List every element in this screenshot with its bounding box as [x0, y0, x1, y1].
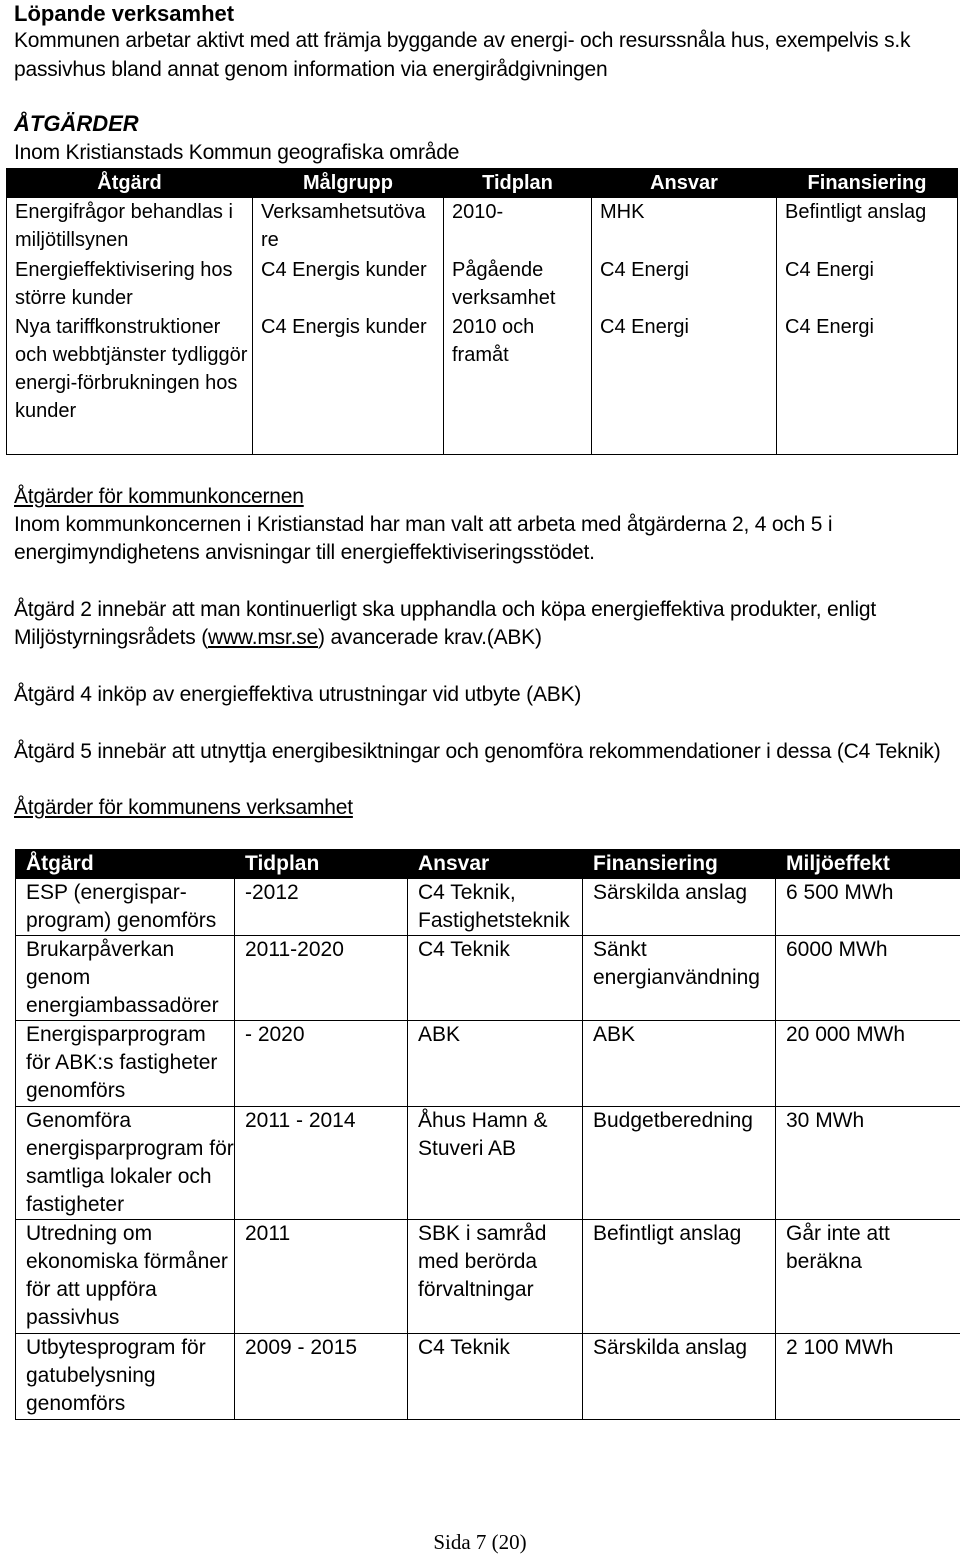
column-header: Åtgärd: [7, 169, 253, 198]
paragraph-line: Åtgärd 4 inköp av energieffektiva utrustningar vid utbyte (ABK): [14, 683, 582, 706]
paragraph-line: Åtgärd 2 innebär att man kontinuerligt ska upphandla och köpa energieffektiva produkter, enligt: [14, 598, 877, 621]
table-cell: ESP (energispar-program) genomförs: [16, 879, 235, 936]
table-cell: Brukarpåverkan genom energiambassadörer: [16, 936, 235, 1021]
column-header: Åtgärd: [16, 850, 235, 879]
column-header: Ansvar: [592, 169, 777, 198]
table-row: [7, 198, 958, 256]
table-cell: C4 Energi: [777, 313, 958, 455]
table-cell: Går inte att beräkna: [776, 1220, 960, 1334]
paragraph-line: energimyndighetens anvisningar till energieffektiviseringsstödet.: [14, 541, 595, 564]
table-row: [16, 879, 960, 936]
table-cell: 20 000 MWh: [776, 1021, 960, 1107]
table-cell: MHK: [592, 198, 777, 256]
table-cell: C4 Energi: [777, 256, 958, 313]
column-header: Tidplan: [444, 169, 592, 198]
measures-table-municipal: [15, 849, 960, 1420]
table-cell: 2010 och framåt: [444, 313, 592, 455]
paragraph-line: Inom kommunkoncernen i Kristianstad har man valt att arbeta med åtgärderna 2, 4 och 5 i: [14, 513, 833, 536]
table-cell: 6000 MWh: [776, 936, 960, 1021]
table-cell: Utbytesprogram för gatubelysning genomförs: [16, 1334, 235, 1420]
msr-link[interactable]: www.msr.se: [208, 626, 319, 649]
table-row: [16, 1220, 960, 1334]
table-cell: C4 Teknik: [408, 936, 583, 1021]
table-header-row: [16, 850, 960, 879]
measures-table-geographic: [6, 168, 958, 455]
text-span: ) avancerade krav.(ABK): [318, 626, 542, 649]
table-cell: Verksamhetsutöva re: [253, 198, 444, 256]
table-cell: C4 Energi: [592, 313, 777, 455]
table-cell: 2010-: [444, 198, 592, 256]
text-span: Miljöstyrningsrådets (: [14, 626, 208, 649]
paragraph-line: passivhus bland annat genom information via energirådgivningen: [14, 58, 608, 81]
table-cell: 2 100 MWh: [776, 1334, 960, 1420]
table-cell: Genomföra energisparprogram för samtliga lokaler och fastigheter: [16, 1107, 235, 1220]
table-cell: 30 MWh: [776, 1107, 960, 1220]
column-header: Miljöeffekt: [776, 850, 960, 879]
page-number: Sida 7 (20): [433, 1530, 527, 1554]
column-header: Målgrupp: [253, 169, 444, 198]
table-cell: Pågående verksamhet: [444, 256, 592, 313]
section-heading-verksamhet: Åtgärder för kommunens verksamhet: [14, 796, 353, 819]
table-row: [16, 936, 960, 1021]
table-cell: C4 Teknik, Fastighetsteknik: [408, 879, 583, 936]
table-cell: Befintligt anslag: [583, 1220, 776, 1334]
table-cell: Energisparprogram för ABK:s fastigheter genomförs: [16, 1021, 235, 1107]
table-cell: 6 500 MWh: [776, 879, 960, 936]
section-heading-atgarder: ÅTGÄRDER: [14, 111, 139, 136]
table-cell: 2011 - 2014: [235, 1107, 408, 1220]
table-cell: SBK i samråd med berörda förvaltningar: [408, 1220, 583, 1334]
table-cell: C4 Energi: [592, 256, 777, 313]
table-cell: C4 Teknik: [408, 1334, 583, 1420]
table-row: [16, 1107, 960, 1220]
table-cell: Nya tariffkonstruktioner och webbtjänster tydliggör energi-förbrukningen hos kunder: [7, 313, 253, 455]
table-cell: 2011: [235, 1220, 408, 1334]
column-header: Finansiering: [583, 850, 776, 879]
table-cell: Särskilda anslag: [583, 879, 776, 936]
table-cell: 2011-2020: [235, 936, 408, 1021]
table-cell: Sänkt energianvändning: [583, 936, 776, 1021]
table-cell: Befintligt anslag: [777, 198, 958, 256]
section-heading-koncern: Åtgärder för kommunkoncernen: [14, 485, 304, 508]
table-cell: Energifrågor behandlas i miljötillsynen: [7, 198, 253, 256]
table-cell: Särskilda anslag: [583, 1334, 776, 1420]
table-row: [7, 256, 958, 313]
table-cell: 2009 - 2015: [235, 1334, 408, 1420]
table-cell: C4 Energis kunder: [253, 256, 444, 313]
table-header-row: [7, 169, 958, 198]
table-cell: C4 Energis kunder: [253, 313, 444, 455]
table-cell: ABK: [408, 1021, 583, 1107]
column-header: Tidplan: [235, 850, 408, 879]
table-row: [16, 1021, 960, 1107]
section-heading-lopande: Löpande verksamhet: [14, 1, 235, 26]
table-cell: - 2020: [235, 1021, 408, 1107]
table-cell: Åhus Hamn & Stuveri AB: [408, 1107, 583, 1220]
paragraph-line: Kommunen arbetar aktivt med att främja byggande av energi- och resurssnåla hus, exempelvis s.k: [14, 29, 911, 52]
paragraph-line: [14, 623, 542, 653]
table-cell: -2012: [235, 879, 408, 936]
table-row: [7, 313, 958, 455]
column-header: Finansiering: [777, 169, 958, 198]
paragraph-line: Åtgärd 5 innebär att utnyttja energibesiktningar och genomföra rekommendationer i dessa (C4 Teknik): [14, 740, 941, 763]
section-subheading: Inom Kristianstads Kommun geografiska område: [14, 141, 460, 164]
table-cell: ABK: [583, 1021, 776, 1107]
table-cell: Energieffektivisering hos större kunder: [7, 256, 253, 313]
table-cell: Utredning om ekonomiska förmåner för att uppföra passivhus: [16, 1220, 235, 1334]
column-header: Ansvar: [408, 850, 583, 879]
table-row: [16, 1334, 960, 1420]
table-cell: Budgetberedning: [583, 1107, 776, 1220]
